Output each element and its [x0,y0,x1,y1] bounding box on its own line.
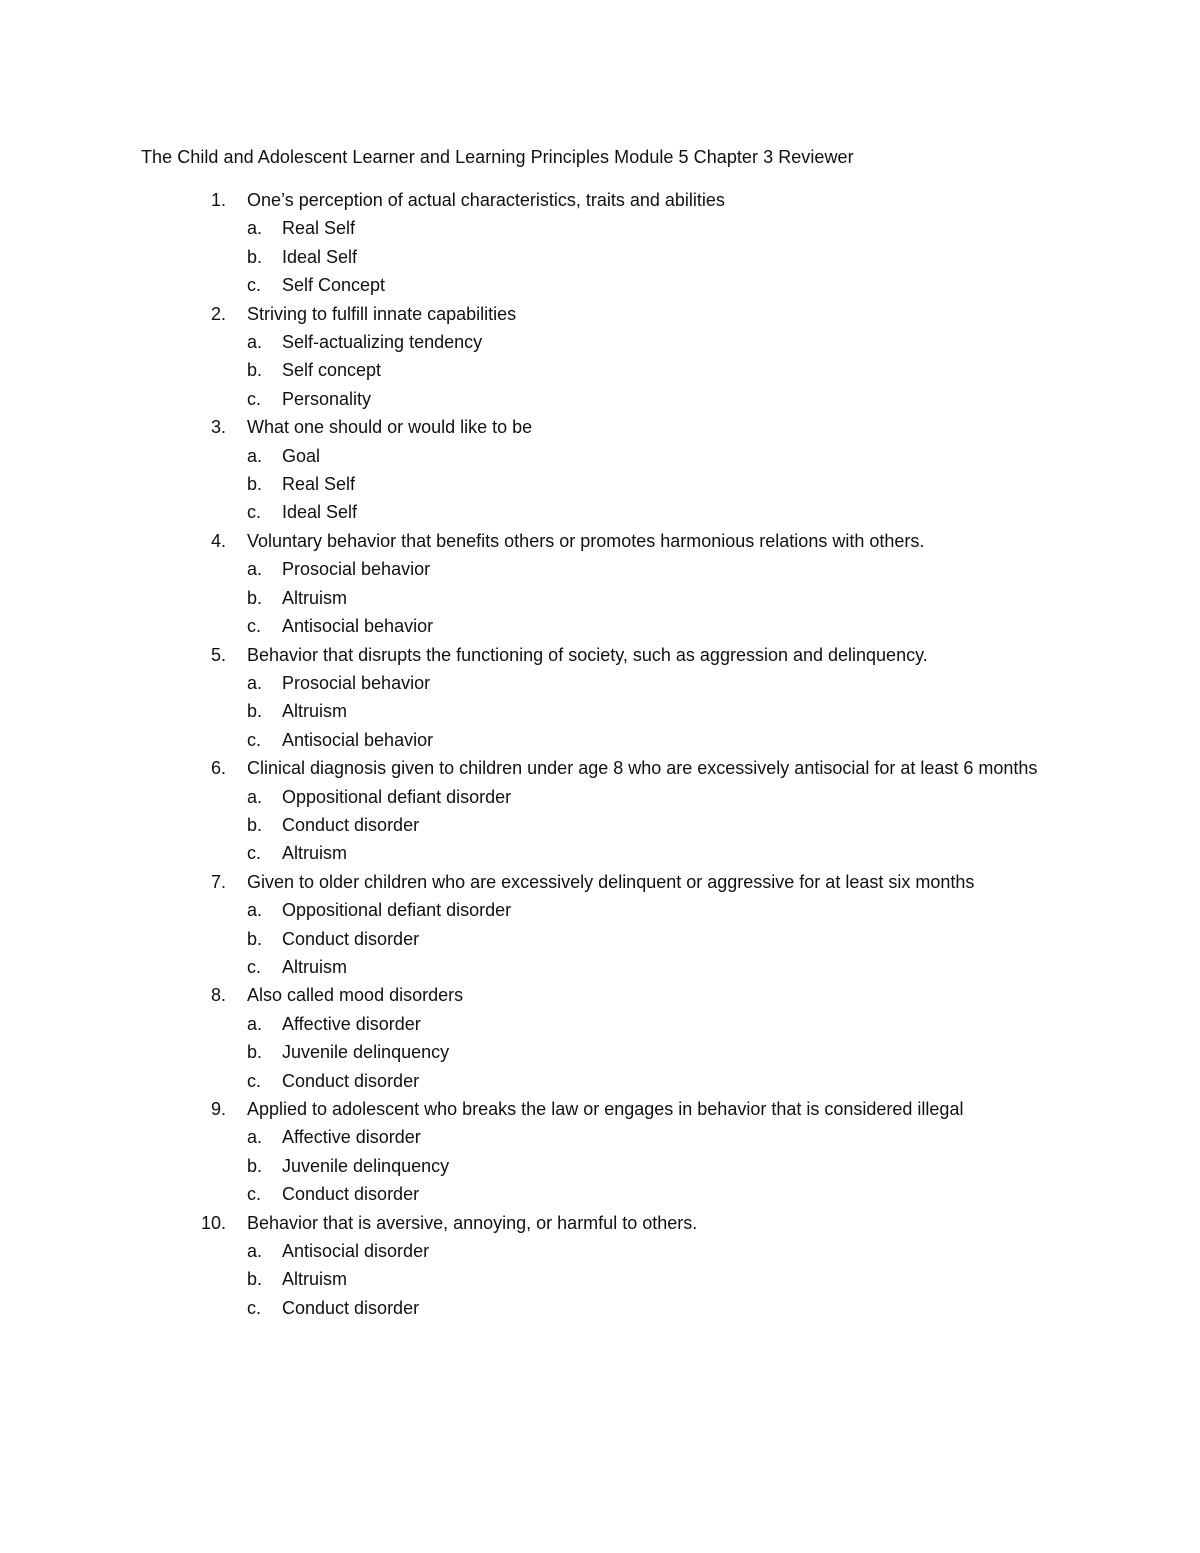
option-letter: c. [247,1297,262,1318]
option-letter: b. [247,587,263,608]
option-text: Affective disorder [282,1127,421,1148]
option-text: Conduct disorder [282,814,420,835]
option-item [0,356,1200,384]
option-letter: c. [247,1184,262,1205]
question-number: 7. [211,871,227,892]
option-list [0,328,1200,413]
option-item [0,271,1200,299]
option-item [0,953,1200,981]
option-text: Altruism [282,956,348,977]
question-text: What one should or would like to be [247,417,533,438]
option-item [0,896,1200,924]
question-row [0,754,1200,782]
option-text: Ideal Self [282,502,358,523]
option-text: Altruism [282,843,348,864]
option-item [0,839,1200,867]
option-text: Antisocial behavior [282,616,434,637]
question-number: 6. [211,758,227,779]
option-letter: a. [247,786,263,807]
option-letter: c. [247,956,262,977]
option-letter: a. [247,672,263,693]
option-item [0,442,1200,470]
option-letter: a. [247,900,263,921]
option-item [0,783,1200,811]
option-item [0,1038,1200,1066]
option-item [0,697,1200,725]
option-item [0,385,1200,413]
option-item [0,1152,1200,1180]
option-item [0,584,1200,612]
option-text: Altruism [282,587,348,608]
option-text: Oppositional defiant disorder [282,786,512,807]
option-letter: a. [247,218,263,239]
question-text: Also called mood disorders [247,985,464,1006]
option-item [0,1294,1200,1322]
question-item [0,1095,1200,1209]
option-item [0,328,1200,356]
question-text: Voluntary behavior that benefits others or promotes harmonious relations with others. [247,530,925,551]
option-item [0,214,1200,242]
option-text: Affective disorder [282,1013,421,1034]
question-row [0,1209,1200,1237]
option-item [0,612,1200,640]
option-text: Self Concept [282,275,386,296]
option-text: Real Self [282,218,356,239]
option-text: Conduct disorder [282,928,420,949]
question-number: 10. [201,1212,227,1233]
option-text: Personality [282,388,372,409]
option-text: Conduct disorder [282,1070,420,1091]
option-letter: c. [247,388,262,409]
option-text: Self-actualizing tendency [282,332,483,353]
option-text: Prosocial behavior [282,559,431,580]
option-letter: c. [247,1070,262,1091]
option-item [0,925,1200,953]
question-text: Behavior that disrupts the functioning of society, such as aggression and delinquency. [247,644,928,665]
question-row [0,868,1200,896]
option-list [0,1123,1200,1208]
question-item [0,981,1200,1095]
option-item [0,669,1200,697]
option-text: Altruism [282,701,348,722]
question-row [0,527,1200,555]
option-item [0,1123,1200,1151]
question-row [0,1095,1200,1123]
question-item [0,186,1200,300]
question-item [0,754,1200,868]
option-list [0,1010,1200,1095]
question-number: 1. [211,190,227,210]
question-number: 8. [211,985,227,1006]
option-text: Conduct disorder [282,1297,420,1318]
question-row [0,641,1200,669]
option-text: Ideal Self [282,246,358,267]
option-item [0,1265,1200,1293]
option-item [0,726,1200,754]
option-item [0,811,1200,839]
question-item [0,868,1200,982]
option-letter: c. [247,616,262,637]
option-text: Antisocial disorder [282,1241,430,1262]
option-item [0,1237,1200,1265]
option-list [0,896,1200,981]
question-text: Given to older children who are excessively delinquent or aggressive for at least six months [247,871,975,892]
option-item [0,498,1200,526]
option-letter: a. [247,445,263,466]
option-letter: b. [247,1155,263,1176]
option-letter: a. [247,1241,263,1262]
option-item [0,1067,1200,1095]
question-text: Applied to adolescent who breaks the law or engages in behavior that is considered illegal [247,1099,964,1119]
option-text: Conduct disorder [282,1184,420,1205]
option-text: Self concept [282,360,382,381]
option-letter: a. [247,1013,263,1034]
option-text: Real Self [282,474,356,495]
option-letter: b. [247,246,263,267]
option-letter: b. [247,1269,263,1290]
option-letter: c. [247,502,262,523]
option-text: Juvenile delinquency [282,1155,450,1176]
question-text: Striving to fulfill innate capabilities [247,303,517,324]
question-text: One’s perception of actual characteristics, traits and abilities [247,190,725,210]
question-number: 9. [211,1099,227,1119]
question-item [0,641,1200,755]
option-list [0,669,1200,754]
option-letter: a. [247,332,263,353]
option-letter: a. [247,1127,263,1148]
option-text: Prosocial behavior [282,672,431,693]
option-item [0,1180,1200,1208]
option-letter: b. [247,360,263,381]
option-text: Oppositional defiant disorder [282,900,512,921]
question-number: 3. [211,417,227,438]
option-text: Juvenile delinquency [282,1042,450,1063]
question-row [0,413,1200,441]
option-letter: b. [247,701,263,722]
option-list [0,214,1200,299]
option-letter: c. [247,729,262,750]
option-letter: c. [247,843,262,864]
question-row [0,186,1200,214]
option-list [0,1237,1200,1322]
question-item [0,300,1200,414]
option-item [0,555,1200,583]
option-list [0,555,1200,640]
question-number: 4. [211,530,227,551]
question-list [0,186,1200,1322]
question-row [0,981,1200,1009]
option-item [0,243,1200,271]
question-item [0,527,1200,641]
option-letter: b. [247,928,263,949]
option-text: Goal [282,445,321,466]
option-letter: c. [247,275,262,296]
option-text: Antisocial behavior [282,729,434,750]
option-list [0,783,1200,868]
option-letter: a. [247,559,263,580]
option-letter: b. [247,1042,263,1063]
option-item [0,1010,1200,1038]
question-number: 2. [211,303,227,324]
document-title: The Child and Adolescent Learner and Learning Principles Module 5 Chapter 3 Reviewer [141,147,854,167]
question-text: Behavior that is aversive, annoying, or harmful to others. [247,1212,698,1233]
option-item [0,470,1200,498]
question-item [0,413,1200,527]
option-list [0,442,1200,527]
question-text: Clinical diagnosis given to children under age 8 who are excessively antisocial for at least 6 months [247,758,1038,779]
option-letter: b. [247,474,263,495]
option-letter: b. [247,814,263,835]
question-number: 5. [211,644,227,665]
question-row [0,300,1200,328]
option-text: Altruism [282,1269,348,1290]
question-item [0,1209,1200,1323]
